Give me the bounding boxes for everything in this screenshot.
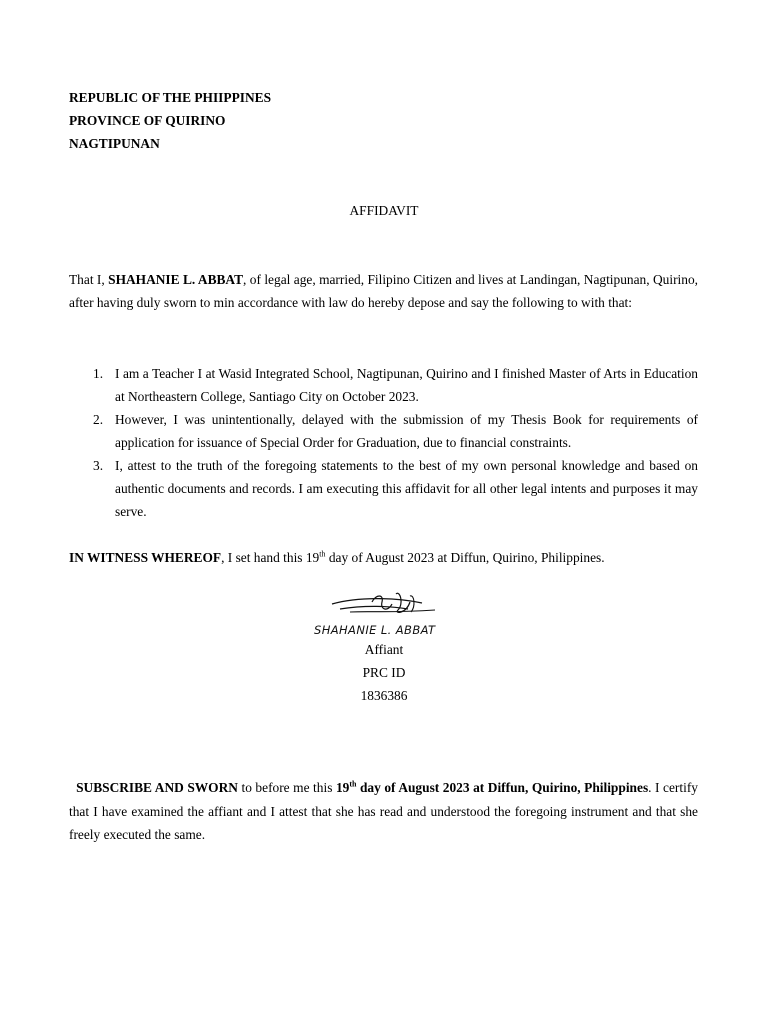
subscribe-heading: SUBSCRIBE AND SWORN — [76, 780, 238, 795]
witness-text: , I set hand this 19 — [221, 550, 320, 565]
witness-ordinal: th — [319, 549, 326, 559]
handwritten-signature — [310, 590, 460, 640]
signature-name-text: SHAHANIE L. ABBAT — [314, 623, 436, 637]
subscribe-ordinal: th — [349, 779, 357, 789]
affiant-label: Affiant — [364, 642, 404, 657]
list-item — [69, 408, 698, 454]
header-republic: REPUBLIC OF THE PHIIPPINES — [69, 90, 272, 105]
intro-suffix: , of legal age, married, Filipino Citizen and lives at Landingan, Nagtipunan, Quirino, after having duly sworn to min accordance with law do hereby depose and say the following to with that: — [69, 272, 698, 310]
document-title: AFFIDAVIT — [349, 203, 419, 218]
witness-text-rest: day of August 2023 at Diffun, Quirino, Philippines. — [325, 550, 605, 565]
subscribe-date-place: day of August 2023 at Diffun, Quirino, Philippines — [356, 780, 649, 795]
prc-id-label: PRC ID — [362, 665, 406, 680]
list-item-text: However, I was unintentionally, delayed with the submission of my Thesis Book for requirements of application for issuance of Special Order for Graduation, due to financial constraints. — [115, 412, 698, 450]
list-item-number: 2. — [93, 412, 104, 427]
list-item-text: I am a Teacher I at Wasid Integrated School, Nagtipunan, Quirino and I finished Master of Arts in Education at Northeastern College, Santiago City on October 2023. — [115, 366, 698, 404]
intro-prefix: That I, — [69, 272, 109, 287]
document-header — [69, 86, 271, 155]
list-item-number: 3. — [93, 458, 104, 473]
header-province: PROVINCE OF QUIRINO — [69, 113, 226, 128]
affiant-name: SHAHANIE L. ABBAT — [108, 272, 244, 287]
statement-list — [69, 362, 698, 523]
list-item — [69, 362, 698, 408]
header-municipality: NAGTIPUNAN — [69, 136, 160, 151]
witness-heading: IN WITNESS WHEREOF — [69, 550, 222, 565]
prc-id-number: 1836386 — [360, 688, 408, 703]
subscribe-paragraph — [69, 776, 698, 847]
signature-details — [0, 638, 768, 707]
subscribe-text-rest: . I certify that I have examined the affiant and I attest that she has read and understood the foregoing instrument and that she freely executed the same. — [69, 780, 698, 842]
subscribe-day: 19 — [335, 780, 350, 795]
subscribe-text: to before me this — [237, 780, 336, 795]
witness-paragraph — [69, 546, 698, 569]
intro-paragraph — [69, 268, 698, 314]
list-item-text: I, attest to the truth of the foregoing statements to the best of my own personal knowledge and based on authentic documents and records. I am executing this affidavit for all other legal intents and purposes it may serve. — [115, 458, 698, 519]
list-item-number: 1. — [93, 366, 104, 381]
list-item — [69, 454, 698, 523]
